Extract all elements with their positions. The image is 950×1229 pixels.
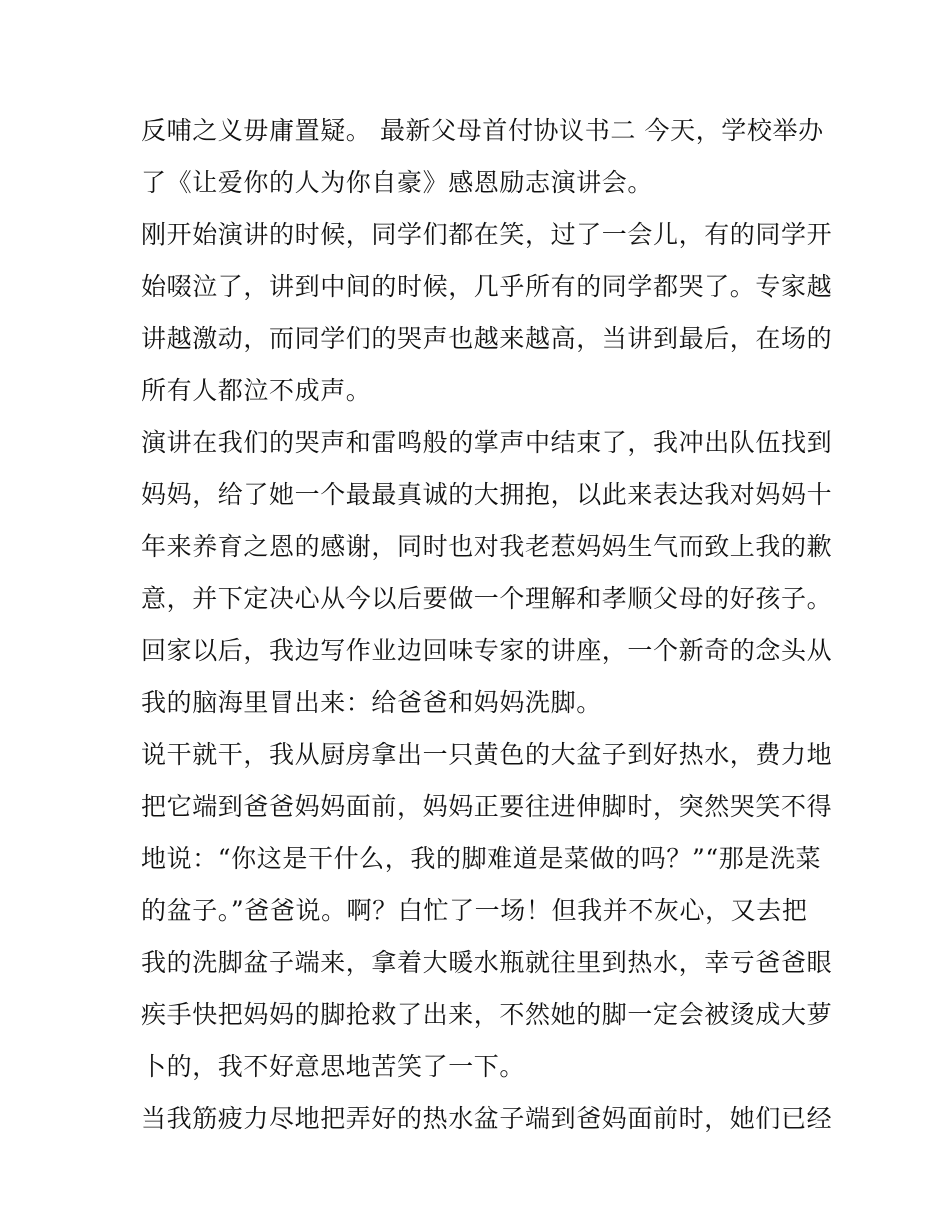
text-line: 卜的，我不好意思地苦笑了一下。 xyxy=(141,1052,526,1081)
text-line: 当我筋疲力尽地把弄好的热水盆子端到爸妈面前时，她们已经 xyxy=(141,1104,833,1133)
text-line: 了《让爱你的人为你自豪》感恩励志演讲会。 xyxy=(141,168,654,197)
text-line: 回家以后，我边写作业边回味专家的讲座，一个新奇的念头从 xyxy=(141,636,833,665)
text-line: 疾手快把妈妈的脚抢救了出来，不然她的脚一定会被烫成大萝 xyxy=(141,1000,833,1029)
text-line: 意，并下定决心从今以后要做一个理解和孝顺父母的好孩子。 xyxy=(141,584,833,613)
text-line: 把它端到爸爸妈妈面前，妈妈正要往进伸脚时，突然哭笑不得 xyxy=(141,792,833,821)
text-line: 我的洗脚盆子端来，拿着大暖水瓶就往里到热水，幸亏爸爸眼 xyxy=(141,948,833,977)
text-line: 妈妈，给了她一个最最真诚的大拥抱，以此来表达我对妈妈十 xyxy=(141,480,833,509)
document-body xyxy=(141,105,833,1145)
text-line: 讲越激动，而同学们的哭声也越来越高，当讲到最后，在场的 xyxy=(141,324,833,353)
text-line: 始啜泣了，讲到中间的时候，几乎所有的同学都哭了。专家越 xyxy=(141,272,833,301)
text-line: 年来养育之恩的感谢，同时也对我老惹妈妈生气而致上我的歉 xyxy=(141,532,833,561)
text-line: 地说：“你这是干什么，我的脚难道是菜做的吗？”“那是洗菜 xyxy=(141,844,822,873)
text-line: 刚开始演讲的时候，同学们都在笑，过了一会儿，有的同学开 xyxy=(141,220,833,249)
text-line: 所有人都泣不成声。 xyxy=(141,376,372,405)
text-line: 反哺之义毋庸置疑。 最新父母首付协议书二 今天，学校举办 xyxy=(141,116,824,145)
text-line: 说干就干，我从厨房拿出一只黄色的大盆子到好热水，费力地 xyxy=(141,740,833,769)
text-line: 我的脑海里冒出来：给爸爸和妈妈洗脚。 xyxy=(141,688,602,717)
text-line: 的盆子。”爸爸说。啊？白忙了一场！但我并不灰心，又去把 xyxy=(141,896,808,925)
text-line: 演讲在我们的哭声和雷鸣般的掌声中结束了，我冲出队伍找到 xyxy=(141,428,833,457)
